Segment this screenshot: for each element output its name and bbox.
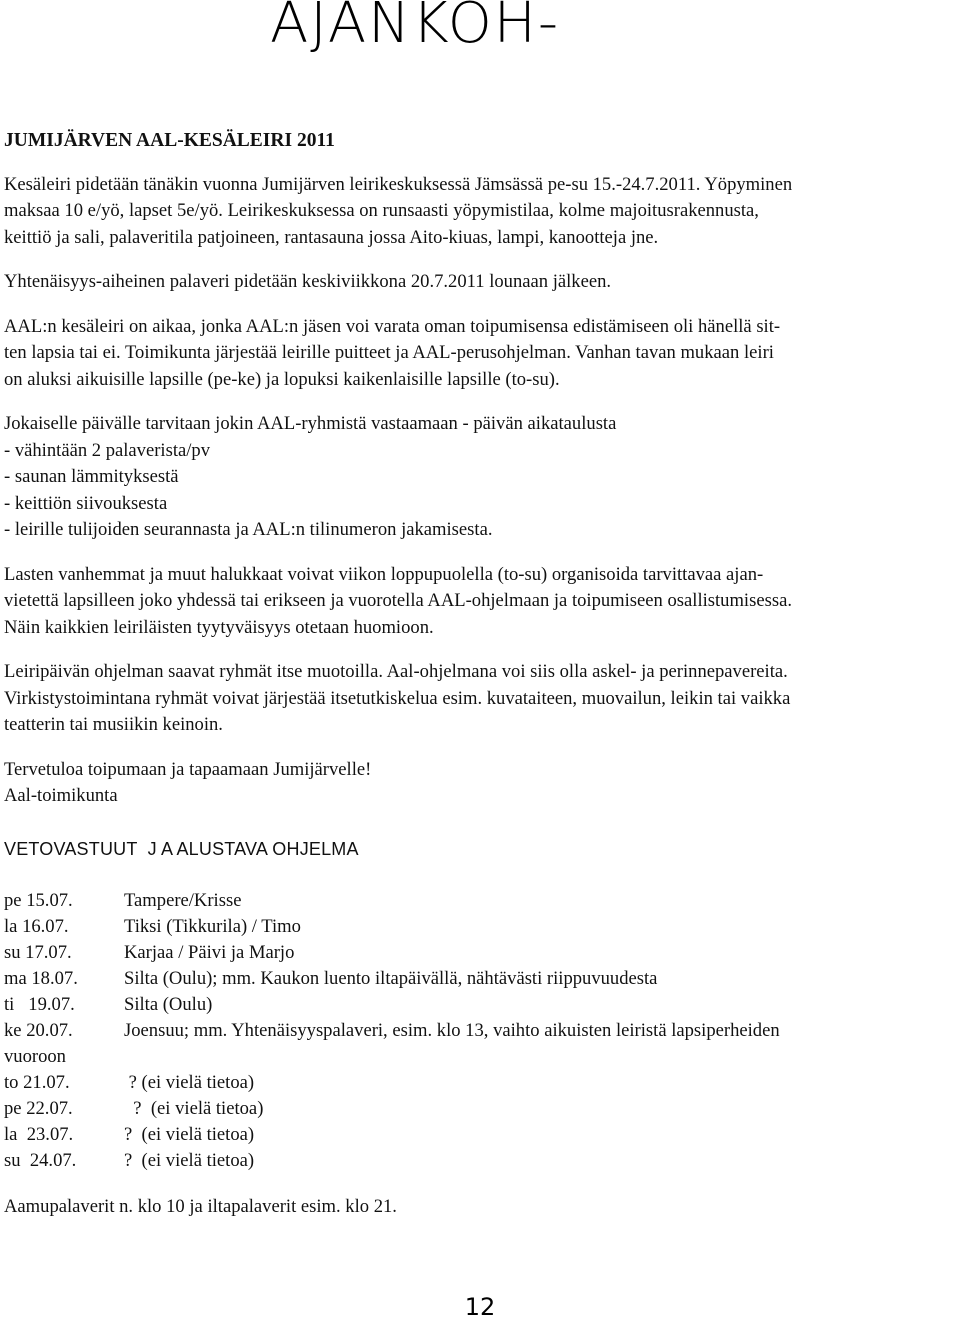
article-heading: JUMIJÄRVEN AAL-KESÄLEIRI 2011 (4, 130, 335, 151)
text-line: Leiripäivän ohjelman saavat ryhmät itse muotoilla. Aal-ohjelmana voi siis olla askel- ja perinnepavereita. (4, 661, 788, 682)
schedule-wrap-text: vuoroon (4, 1046, 66, 1067)
paragraph-responsibilities (4, 411, 954, 544)
text-line: vietettä lapsilleen joko yhdessä tai erikseen ja vuorotella AAL-ohjelmaan ja toipumiseen osallistumisessa. (4, 590, 792, 611)
text-line: ten lapsia tai ei. Toimikunta järjestää leirille puitteet ja AAL-perusohjelman. Vanhan tavan mukaan leiri (4, 342, 774, 363)
schedule-table (4, 888, 780, 1174)
schedule-date: pe 15.07. (4, 890, 73, 911)
paragraph-camp-purpose (4, 314, 954, 394)
article (4, 128, 954, 1239)
schedule-entry: ? (ei vielä tietoa) (124, 1124, 255, 1145)
schedule-date: ma 18.07. (4, 968, 78, 989)
list-item: - saunan lämmityksestä (4, 466, 179, 487)
text-line: Lasten vanhemmat ja muut halukkaat voivat viikon loppupuolella (to-su) organisoida tarvittavaa ajan- (4, 563, 764, 585)
signature-text: Aal-toimikunta (4, 785, 118, 806)
schedule-entry: Silta (Oulu) (124, 994, 213, 1015)
schedule-entry: Tiksi (Tikkurila) / Timo (124, 916, 301, 937)
table-row (4, 940, 780, 966)
schedule-date: to 21.07. (4, 1072, 70, 1093)
text-line: maksaa 10 e/yö, lapset 5e/yö. Leirikeskuksessa on runsaasti yöpymistilaa, kolme majoitusrakennusta, (4, 200, 759, 221)
table-row (4, 1018, 780, 1044)
paragraph-meeting (4, 269, 954, 296)
schedule-entry: ? (ei vielä tietoa) (124, 1150, 255, 1171)
table-row (4, 992, 780, 1018)
paragraph-parents (4, 562, 954, 642)
schedule-entry: Tampere/Krisse (124, 890, 242, 911)
paragraph-intro (4, 172, 954, 252)
text-line: Näin kaikkien leiriläisten tyytyväisyys otetaan huomioon. (4, 616, 434, 638)
text-line: Aamupalaverit n. klo 10 ja iltapalaverit esim. klo 21. (4, 1196, 397, 1217)
text-line: AAL:n kesäleiri on aikaa, jonka AAL:n jäsen voi varata oman toipumisensa edistämiseen oli hänellä sit- (4, 315, 781, 337)
schedule-date: la 16.07. (4, 916, 69, 937)
table-row (4, 966, 780, 992)
table-row (4, 914, 780, 940)
schedule-date: su 17.07. (4, 942, 72, 963)
schedule-entry: Joensuu; mm. Yhtenäisyyspalaveri, esim. klo 13, vaihto aikuisten leiristä lapsiperheiden (124, 1020, 780, 1041)
section-title: VETOVASTUUT J A ALUSTAVA OHJELMA (4, 838, 359, 859)
text-line: Jokaiselle päivälle tarvitaan jokin AAL-ryhmistä vastaamaan - päivän aikataulusta (4, 413, 617, 434)
page-header-title: AJANKOH- (270, 0, 561, 56)
paragraph-program (4, 659, 954, 739)
paragraph-welcome (4, 757, 954, 810)
schedule-date: la 23.07. (4, 1124, 74, 1145)
list-item: - keittiön siivouksesta (4, 492, 168, 514)
table-row (4, 1070, 780, 1096)
schedule-date: su 24.07. (4, 1150, 77, 1171)
table-row (4, 1122, 780, 1148)
text-line: Tervetuloa toipumaan ja tapaamaan Jumijärvelle! (4, 758, 372, 780)
page-number: 12 (464, 1293, 496, 1321)
text-line: Kesäleiri pidetään tänäkin vuonna Jumijärven leirikeskuksessä Jämsässä pe-su 15.-24.7.2011. Yöpyminen (4, 173, 793, 195)
text-line: keittiö ja sali, palaveritila patjoineen, rantasauna jossa Aito-kiuas, lampi, kanootteja jne. (4, 226, 659, 248)
table-row (4, 1044, 780, 1070)
list-item: - vähintään 2 palaverista/pv (4, 439, 211, 461)
paragraph-footer-note (4, 1194, 954, 1221)
text-line: on aluksi aikuisille lapsille (pe-ke) ja lopuksi kaikenlaisille lapsille (to-su). (4, 368, 560, 390)
text-line: Yhtenäisyys-aiheinen palaveri pidetään keskiviikkona 20.7.2011 lounaan jälkeen. (4, 271, 612, 292)
list-item: - leirille tulijoiden seurannasta ja AAL:n tilinumeron jakamisesta. (4, 519, 493, 540)
schedule-entry: Karjaa / Päivi ja Marjo (124, 942, 295, 963)
schedule-entry: ? (ei vielä tietoa) (124, 1098, 264, 1119)
schedule-entry: ? (ei vielä tietoa) (124, 1072, 255, 1093)
schedule-date: ti 19.07. (4, 994, 75, 1015)
text-line: Virkistystoimintana ryhmät voivat järjestää itsetutkiskelua esim. kuvataiteen, muovailun, leikin tai vaikka (4, 687, 791, 709)
schedule-date: ke 20.07. (4, 1020, 73, 1041)
table-row (4, 1096, 780, 1122)
table-row (4, 1148, 780, 1174)
schedule-entry: Silta (Oulu); mm. Kaukon luento iltapäivällä, nähtävästi riippuvuudesta (124, 968, 658, 989)
text-line: teatterin tai musiikin keinoin. (4, 714, 223, 735)
table-row (4, 888, 780, 914)
schedule-date: pe 22.07. (4, 1098, 73, 1119)
